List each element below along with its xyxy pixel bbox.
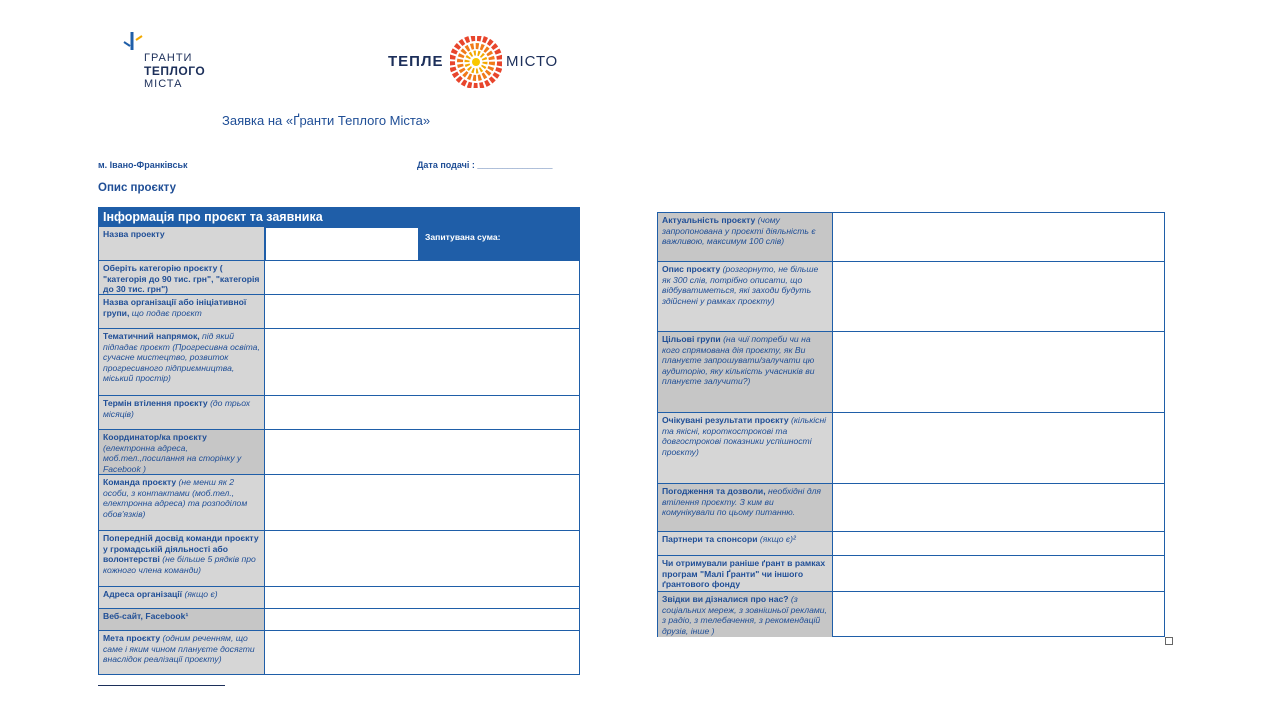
table-row[interactable] [658,591,1164,637]
row-label: Назва проекту [99,227,265,260]
table-row[interactable] [99,608,579,630]
project-name-input[interactable] [265,227,419,261]
table-row[interactable] [99,429,579,474]
row-label: Оберіть категорію проєкту ( "категорія до 90 тис. грн", "категорія до 30 тис. грн") [99,261,265,294]
table-row[interactable] [99,530,579,586]
table-row[interactable] [658,531,1164,555]
city-label: м. Івано-Франківськ [98,160,188,170]
project-description-table [657,212,1165,637]
row-label: Координатор/ка проєкту (електронна адреса, моб.тел.,посилання на сторінку у Facebook ) [99,430,265,474]
table-row [99,226,579,260]
grants-logo-line3: МІСТА [144,78,183,90]
row-label: Цільові групи (на чиї потреби чи на кого спрямована дія проєкту, як Ви плануєте запрошувати/залучати цю аудиторію, яку кількість учасників ви плануєте залучити?) [658,332,833,412]
table-row[interactable] [99,294,579,328]
warm-city-logo [388,36,568,88]
row-label: Мета проєкту (одним реченням, що саме і яким чином плануєте досягти внаслідок реалізації проєкту) [99,631,265,674]
table-row[interactable] [658,261,1164,331]
table-row[interactable] [658,555,1164,591]
table-resize-handle[interactable] [1165,637,1173,645]
row-label: Актуальність проєкту (чому запропонована у проєкті діяльність є важливою, максимум 100 слів) [658,213,833,261]
warm-city-logo-left: ТЕПЛЕ [388,53,444,70]
table-row[interactable] [658,331,1164,412]
row-label: Чи отримували раніше ґрант в рамках програм "Малі Ґранти" чи іншого ґрантового фонду [658,556,833,591]
grants-logo-line2: ТЕПЛОГО [144,64,206,78]
row-label: Партнери та спонсори (якщо є)² [658,532,833,555]
row-label: Попередній досвід команди проєкту у громадській діяльності або волонтерстві (не більше 5 рядків про кожного члена команди) [99,531,265,586]
row-label: Адреса організації (якщо є) [99,587,265,608]
section-title: Опис проєкту [98,182,176,194]
footnote-separator [98,685,225,686]
requested-sum-label: Запитувана сума: [425,232,501,242]
table-row[interactable] [99,474,579,530]
table-row[interactable] [99,260,579,294]
row-label: Звідки ви дізналися про нас? (з соціальних мереж, з зовнішньої реклами, з радіо, з телебачення, з рекомендацій друзів, інше ) [658,592,833,637]
row-label: Назва організації або ініціативної групи, що подає проєкт [99,295,265,328]
table-row[interactable] [658,483,1164,531]
table-row[interactable] [658,412,1164,483]
project-info-table [98,207,580,675]
table-row[interactable] [99,586,579,608]
table-row[interactable] [99,630,579,674]
submission-date-label: Дата подачі : _______________ [417,160,553,170]
row-label: Погодження та дозволи, необхідні для втілення проєкту. З ким ви комунікували по цьому питанню. [658,484,833,531]
row-label: Тематичний напрямок, під який підпадає проєкт (Прогресивна освіта, сучасне мистецтво, розвиток прогресивного підприємництва, міський простір) [99,329,265,395]
row-label: Очікувані результати проєкту (кількісні та якісні, короткострокові та довгострокові показники успішності проєкту) [658,413,833,483]
row-label: Термін втілення проєкту (до трьох місяців) [99,396,265,429]
table-row[interactable] [99,395,579,429]
table-row[interactable] [99,328,579,395]
grants-logo-line1: ГРАНТИ [144,52,193,64]
row-label: Опис проєкту (розгорнуто, не більше як 300 слів, потрібно описати, що відбуватиметься, які заходи будуть здійснені у рамках проєкту) [658,262,833,331]
row-label: Команда проєкту (не менш як 2 особи, з контактами (моб.тел., електронна адреса) та розподілом обов'язків) [99,475,265,530]
project-info-header: Інформація про проєкт та заявника [99,208,579,226]
document-title: Заявка на «Ґранти Теплого Міста» [222,113,431,128]
warm-city-logo-right: МІСТО [506,53,559,70]
row-label: Веб-сайт, Facebook¹ [99,609,265,630]
grants-logo [122,30,242,92]
sun-icon [450,36,502,88]
sparkle-icon [122,30,146,54]
table-row[interactable] [658,213,1164,261]
